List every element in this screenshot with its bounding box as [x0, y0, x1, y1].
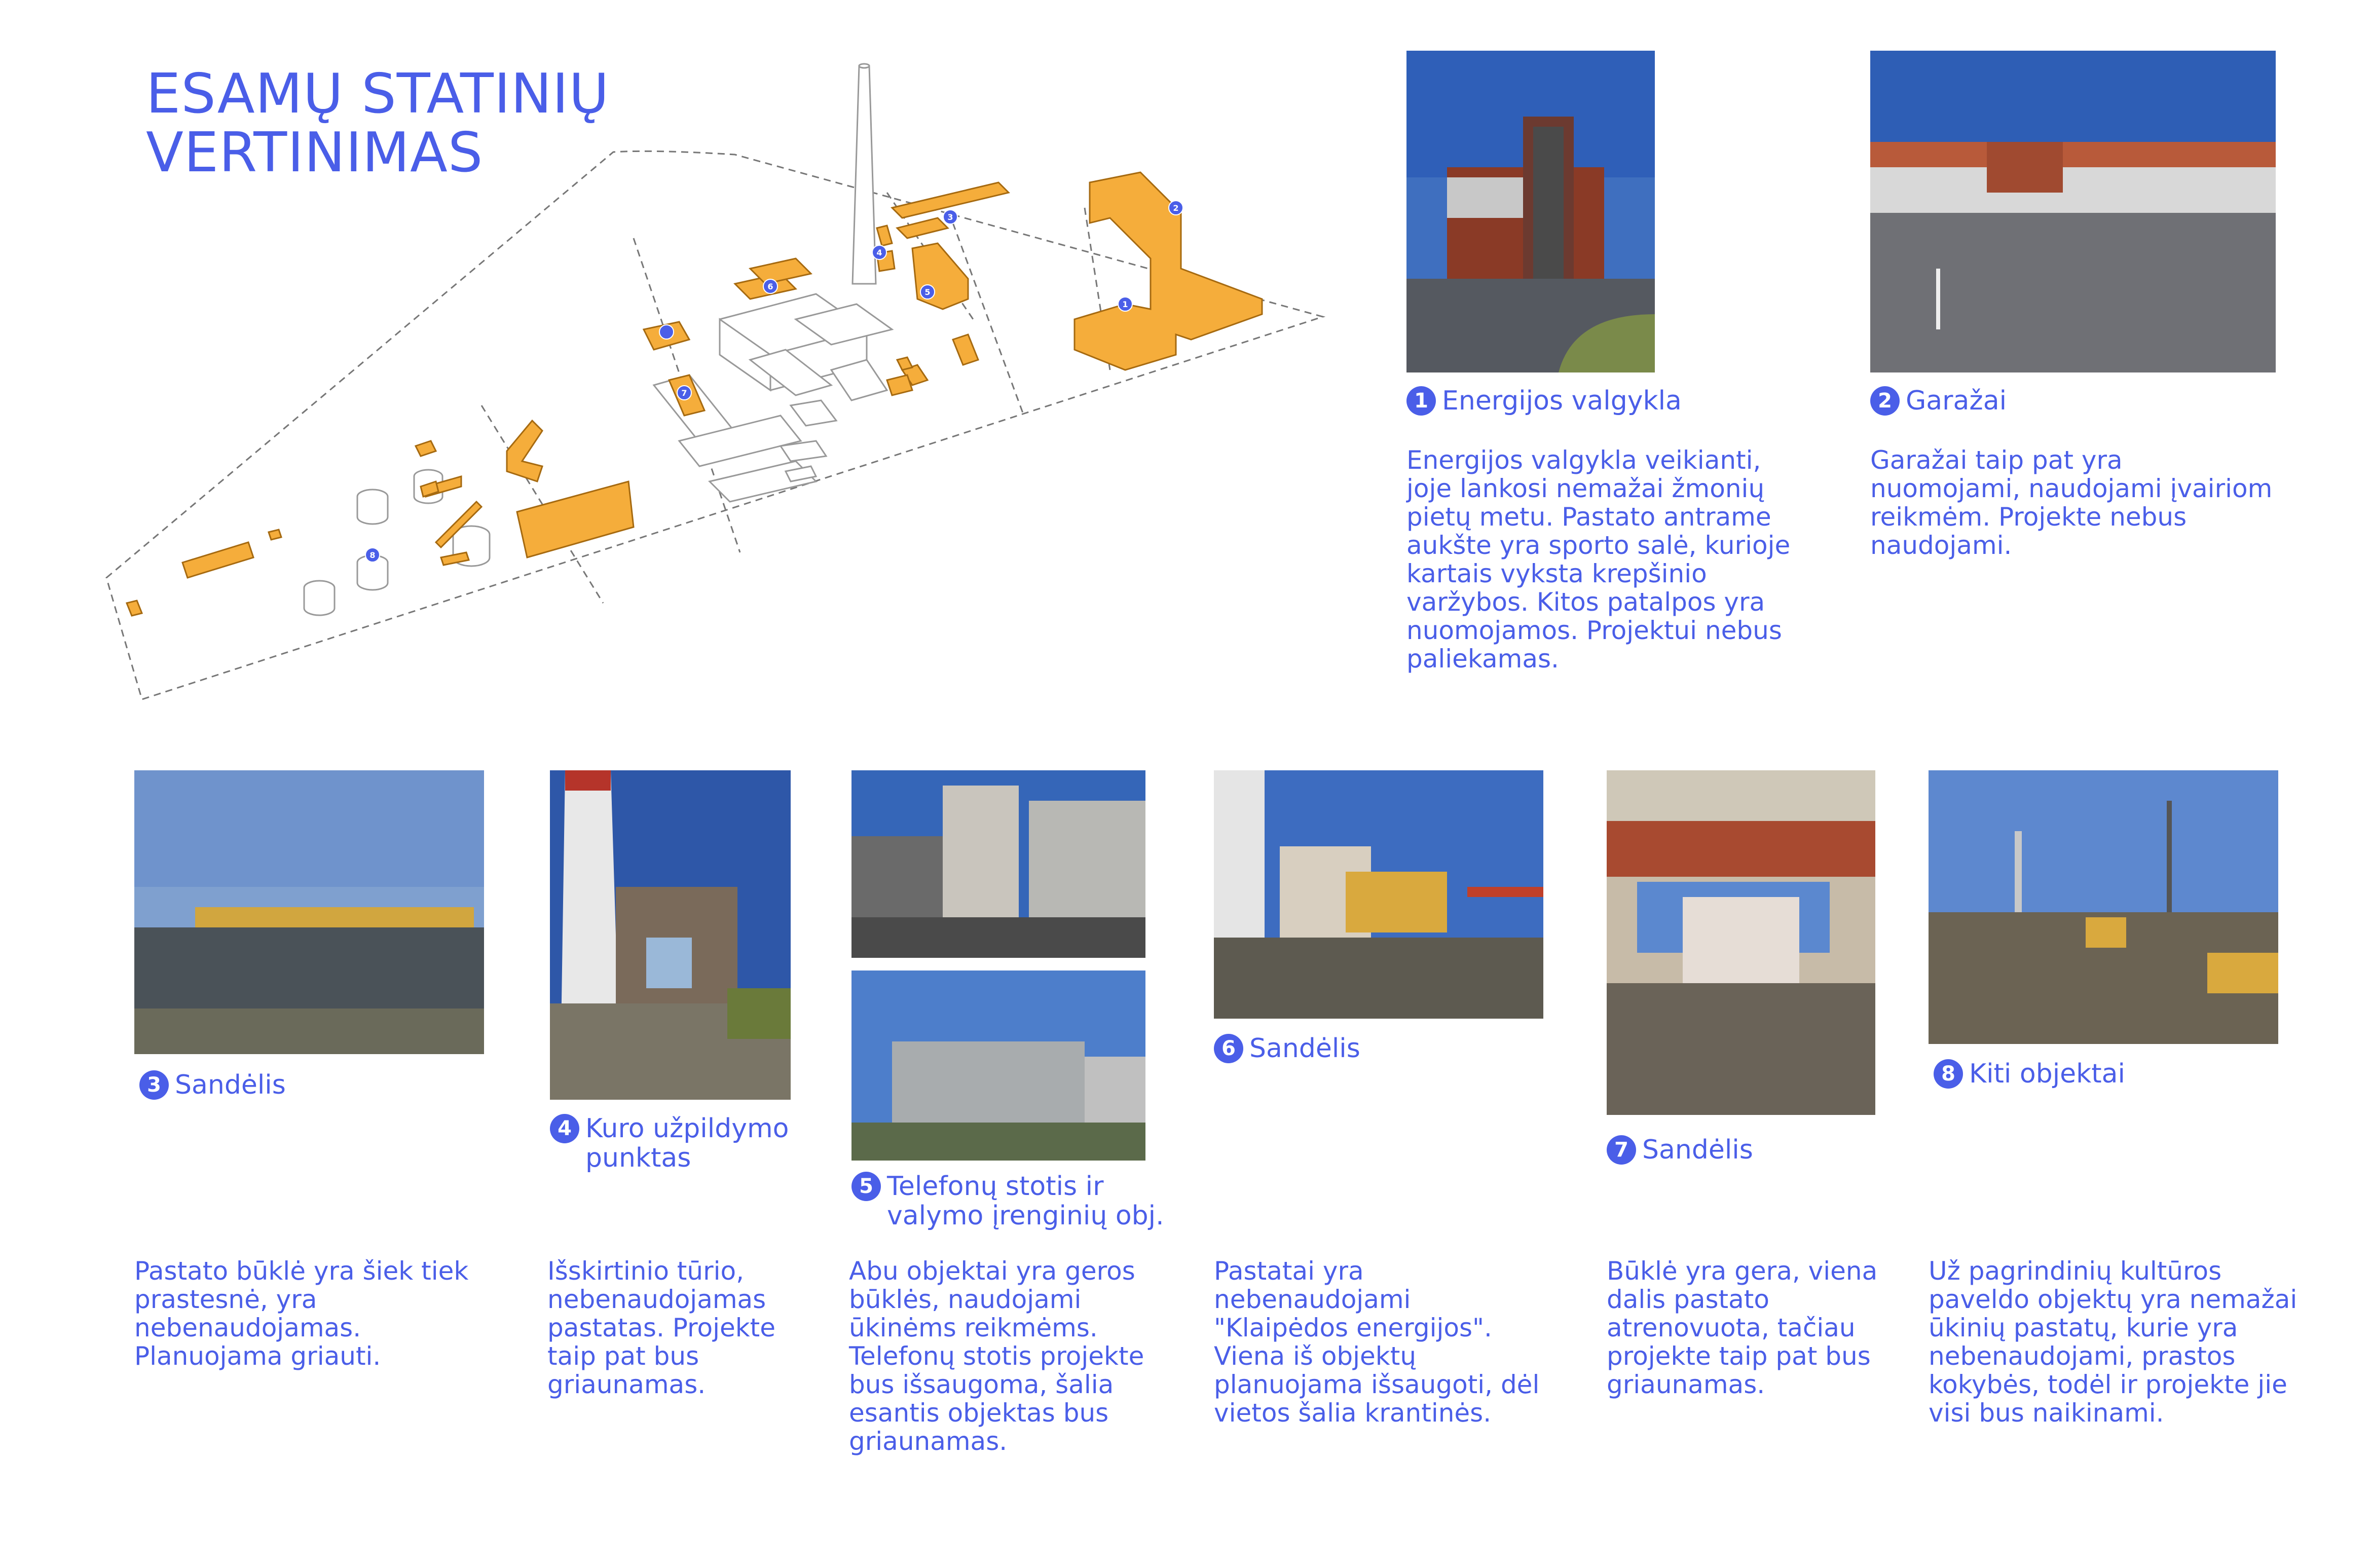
label-4: 4 Kuro užpildymo punktas — [550, 1114, 789, 1173]
desc-1: Energijos valgykla veikianti, joje lankosi nemažai žmonių pietų metu. Pastato antrame aukšte yra sporto salė, kurioje kartais vyksta krepšinio varžybos. Kitos patalpos yra nuomojamos. Projektui nebus paliekamas. — [1406, 445, 1791, 674]
number-badge-3: 3 — [139, 1070, 169, 1100]
label-2: 2 Garažai — [1870, 386, 2007, 416]
desc-3: Pastato būklė yra šiek tiek prastesnė, yra nebenaudojamas. Planuojama griauti. — [134, 1256, 469, 1371]
number-badge-5: 5 — [851, 1172, 881, 1201]
marker-7: 7 — [681, 388, 687, 398]
desc-6: Pastatai yra nebenaudojami "Klaipėdos energijos". Viena iš objektų planuojama išsaugoti, dėl vietos šalia krantinės. — [1214, 1256, 1540, 1428]
desc-8: Už pagrindinių kultūros paveldo objektų yra nemažai ūkinių pastatų, kurie yra nebenaudojami, prastos kokybės, todėl ir projekte jie visi bus naikinami. — [1929, 1256, 2298, 1428]
photo-garages — [1870, 51, 2276, 372]
number-badge-6: 6 — [1214, 1034, 1243, 1063]
marker-6: 6 — [767, 282, 773, 291]
label-3: 3 Sandėlis — [139, 1070, 286, 1100]
photo-warehouse-6 — [1214, 770, 1543, 1019]
marker-3: 3 — [947, 212, 953, 222]
photo-fuel-station — [550, 770, 791, 1100]
photo-other-objects — [1929, 770, 2278, 1044]
number-badge-4: 4 — [550, 1114, 579, 1143]
marker-8: 8 — [369, 550, 376, 560]
marker-4: 4 — [876, 248, 882, 257]
label-1: 1 Energijos valgykla — [1406, 386, 1682, 416]
desc-2: Garažai taip pat yra nuomojami, naudojami įvairiom reikmėm. Projekte nebus naudojami. — [1870, 445, 2273, 560]
label-6: 6 Sandėlis — [1214, 1034, 1360, 1063]
photo-warehouse-3 — [134, 770, 484, 1054]
photo-energy-canteen — [1406, 51, 1655, 372]
number-badge-7: 7 — [1607, 1135, 1636, 1165]
marker-1: 1 — [1122, 300, 1128, 309]
desc-5: Abu objektai yra geros būklės, naudojami ūkinėms reikmėms. Telefonų stotis projekte bus išsaugoma, šalia esantis objektas bus griaunamas. — [849, 1256, 1144, 1456]
label-8: 8 Kiti objektai — [1934, 1059, 2125, 1089]
evaluated-buildings — [127, 172, 1262, 616]
label-7: 7 Sandėlis — [1607, 1135, 1753, 1165]
label-5: 5 Telefonų stotis ir valymo įrenginių obj. — [851, 1172, 1164, 1230]
photo-telephone-station — [851, 770, 1145, 958]
tanks — [304, 470, 490, 615]
photo-water-treatment — [851, 970, 1145, 1161]
title-line-2: VERTINIMAS — [146, 121, 484, 184]
site-axonometric-diagram — [96, 56, 1338, 715]
marker-5: 5 — [924, 287, 931, 297]
number-badge-8: 8 — [1934, 1059, 1963, 1089]
desc-7: Būklė yra gera, viena dalis pastato atrenovuota, tačiau projekte taip pat bus griaunamas. — [1607, 1256, 1878, 1399]
number-badge-1: 1 — [1406, 386, 1436, 416]
desc-4: Išskirtinio tūrio, nebenaudojamas pastatas. Projekte taip pat bus griaunamas. — [547, 1256, 776, 1399]
number-badge-2: 2 — [1870, 386, 1900, 416]
photo-warehouse-7 — [1607, 770, 1875, 1115]
title-line-1: ESAMŲ STATINIŲ — [146, 62, 610, 126]
marker-2: 2 — [1173, 203, 1179, 213]
